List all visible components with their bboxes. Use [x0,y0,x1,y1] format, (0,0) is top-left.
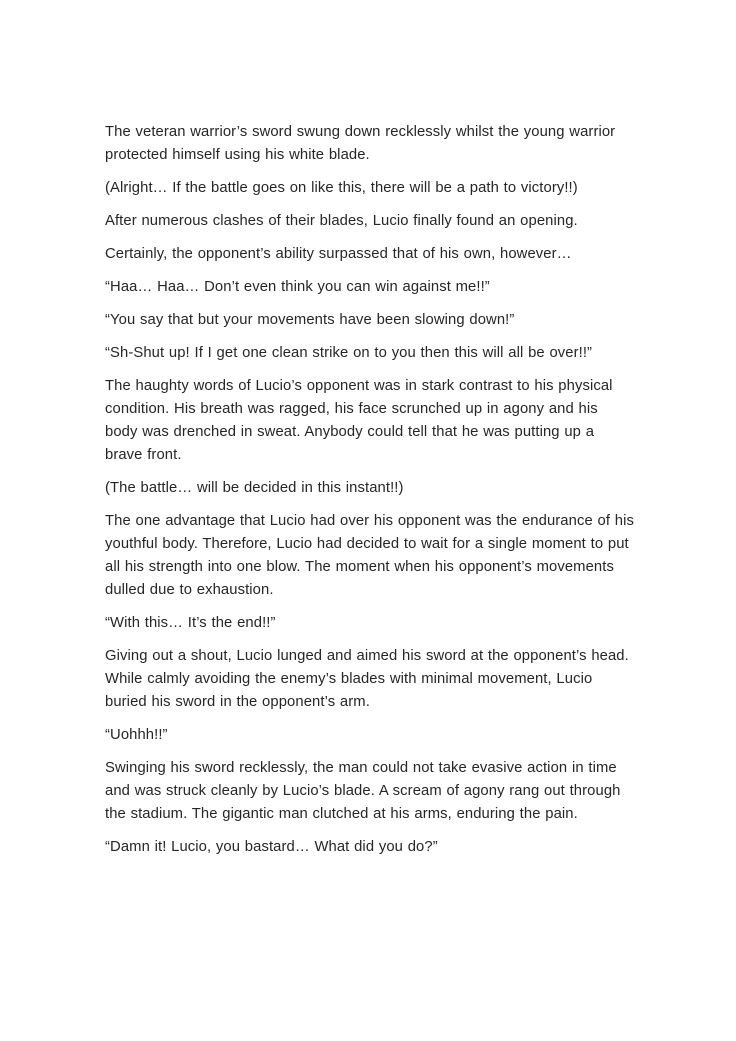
paragraph: The veteran warrior’s sword swung down recklessly whilst the young warrior protected himself using his white blade. [105,124,616,163]
paragraph: “Uohhh!!” [105,727,168,743]
paragraph: The haughty words of Lucio’s opponent was in stark contrast to his physical condition. His breath was ragged, his face scrunched up in agony and his body was drenched in sweat. Anybody could tell that he was putting up a brave front. [105,378,613,463]
paragraph: “With this… It’s the end!!” [105,615,276,631]
paragraph: Certainly, the opponent’s ability surpassed that of his own, however… [105,246,572,262]
document-text-body [105,121,634,859]
paragraph: “You say that but your movements have been slowing down!” [105,312,515,328]
paragraph: Giving out a shout, Lucio lunged and aimed his sword at the opponent’s head. While calmly avoiding the enemy’s blades with minimal movement, Lucio buried his sword in the opponent’s arm. [105,648,629,710]
paragraph: After numerous clashes of their blades, Lucio finally found an opening. [105,213,578,229]
paragraph: Swinging his sword recklessly, the man could not take evasive action in time and was struck cleanly by Lucio’s blade. A scream of agony rang out through the stadium. The gigantic man clutched at his arms, enduring the pain. [105,760,621,822]
paragraph: (Alright… If the battle goes on like this, there will be a path to victory!!) [105,180,578,196]
paragraph: “Sh-Shut up! If I get one clean strike on to you then this will all be over!!” [105,345,593,361]
paragraph: The one advantage that Lucio had over his opponent was the endurance of his youthful body. Therefore, Lucio had decided to wait for a single moment to put all his strength into one blow. The moment when his opponent’s movements dulled due to exhaustion. [105,513,634,598]
paragraph: “Haa… Haa… Don’t even think you can win against me!!” [105,279,490,295]
paragraph: “Damn it! Lucio, you bastard… What did you do?” [105,839,438,855]
paragraph: (The battle… will be decided in this instant!!) [105,480,404,496]
